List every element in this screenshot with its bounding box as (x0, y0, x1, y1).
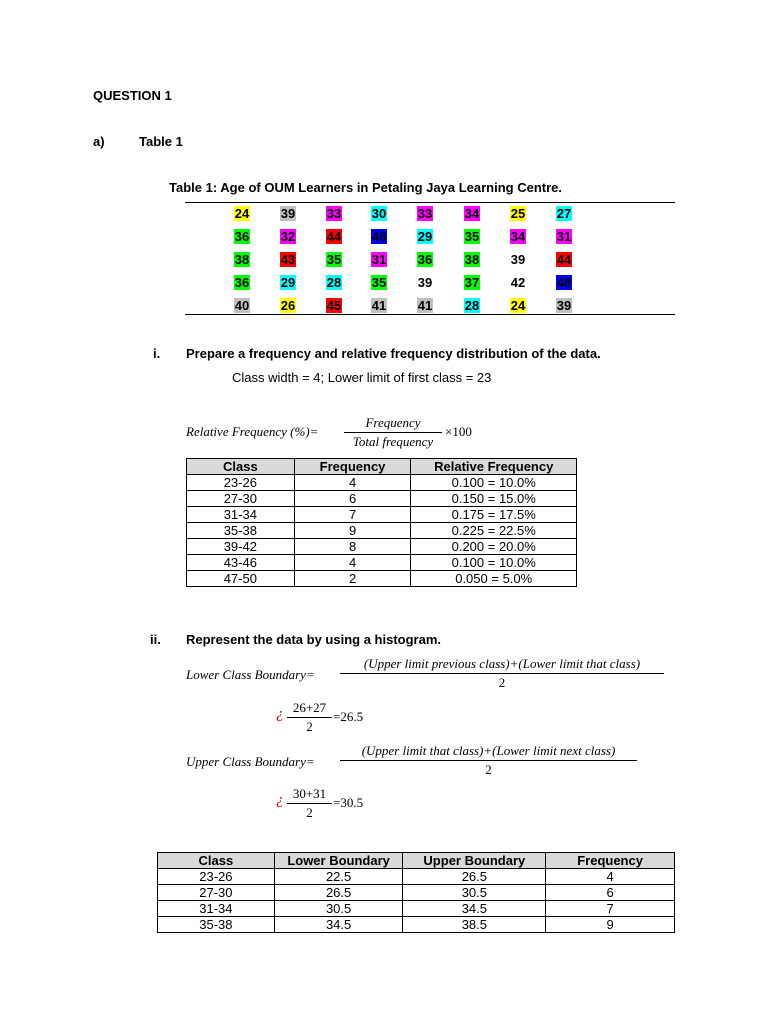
boundary-table-body (158, 869, 675, 933)
boundary-row (158, 885, 675, 901)
part-i-label: i. (153, 346, 161, 361)
age-value: 44 (556, 252, 572, 267)
table-cell: 26.5 (274, 885, 403, 901)
age-value: 45 (326, 298, 342, 313)
table-cell: 0.150 = 15.0% (411, 491, 577, 507)
table-cell: 31-34 (158, 901, 275, 917)
table-cell: 26.5 (403, 869, 546, 885)
age-value: 43 (280, 252, 296, 267)
part-ii-label: ii. (150, 632, 161, 647)
age-value: 28 (326, 275, 342, 290)
table-cell: 0.200 = 20.0% (411, 539, 577, 555)
age-row (185, 203, 675, 226)
age-cell (265, 298, 311, 313)
lower-calc-result: =26.5 (333, 709, 364, 724)
formula-numerator: Frequency (365, 415, 421, 430)
age-cell (449, 275, 495, 290)
age-cell (402, 252, 448, 267)
table-cell: 38.5 (403, 917, 546, 933)
table-cell: 4 (294, 475, 411, 491)
age-value: 48 (556, 275, 572, 290)
table-cell: 23-26 (187, 475, 295, 491)
age-value: 48 (371, 229, 387, 244)
age-cell (449, 252, 495, 267)
formula-multiplier: ×100 (445, 424, 472, 439)
age-value: 41 (371, 298, 387, 313)
age-value: 42 (510, 275, 526, 290)
table-cell: 4 (294, 555, 411, 571)
age-cell (311, 206, 357, 221)
red-placeholder-mark: ¿ (276, 706, 284, 722)
column-header: Class (187, 459, 295, 475)
age-value: 41 (417, 298, 433, 313)
age-cell (311, 298, 357, 313)
age-cell (541, 206, 587, 221)
age-cell (449, 206, 495, 221)
age-cell (402, 275, 448, 290)
age-cell (219, 252, 265, 267)
table-cell: 0.225 = 22.5% (411, 523, 577, 539)
table-cell: 30.5 (274, 901, 403, 917)
part-i-prompt: Prepare a frequency and relative frequency distribution of the data. (186, 346, 601, 361)
frequency-row (187, 475, 577, 491)
age-row (185, 226, 675, 249)
age-cell (541, 252, 587, 267)
age-cell (219, 298, 265, 313)
frequency-row (187, 491, 577, 507)
age-cell (449, 229, 495, 244)
age-value: 25 (510, 206, 526, 221)
part-ii-prompt: Represent the data by using a histogram. (186, 632, 441, 647)
table-cell: 4 (546, 869, 675, 885)
lower-formula-denominator: 2 (498, 675, 506, 690)
age-row (185, 249, 675, 272)
age-cell (219, 275, 265, 290)
age-value: 33 (417, 206, 433, 221)
age-value: 34 (464, 206, 480, 221)
table-cell: 8 (294, 539, 411, 555)
age-value: 24 (234, 206, 250, 221)
frequency-row (187, 539, 577, 555)
age-value: 38 (234, 252, 250, 267)
column-header: Upper Boundary (403, 853, 546, 869)
age-value: 35 (464, 229, 480, 244)
part-a-title: Table 1 (139, 134, 183, 149)
frequency-table-header (187, 459, 577, 475)
age-value: 29 (417, 229, 433, 244)
column-header: Lower Boundary (274, 853, 403, 869)
table-cell: 0.100 = 10.0% (411, 475, 577, 491)
age-cell (495, 229, 541, 244)
table-cell: 43-46 (187, 555, 295, 571)
age-value: 35 (371, 275, 387, 290)
age-row (185, 272, 675, 295)
lower-formula-lhs: Lower Class Boundary= (186, 667, 315, 682)
age-value: 34 (510, 229, 526, 244)
question-heading: QUESTION 1 (93, 88, 172, 103)
table-cell: 7 (294, 507, 411, 523)
age-cell (311, 229, 357, 244)
age-value: 26 (280, 298, 296, 313)
column-header: Frequency (546, 853, 675, 869)
boundary-table (157, 852, 675, 933)
lower-formula-fraction (340, 656, 664, 691)
age-cell (541, 229, 587, 244)
frequency-row (187, 523, 577, 539)
age-cell (265, 206, 311, 221)
age-cell (356, 298, 402, 313)
age-cell (495, 252, 541, 267)
boundary-row (158, 917, 675, 933)
age-value: 30 (371, 206, 387, 221)
age-cell (449, 298, 495, 313)
class-width-note: Class width = 4; Lower limit of first class = 23 (232, 370, 492, 385)
age-cell (402, 298, 448, 313)
age-value: 37 (464, 275, 480, 290)
frequency-row (187, 555, 577, 571)
age-value: 39 (417, 275, 433, 290)
red-placeholder-mark: ¿ (276, 792, 284, 808)
lower-formula-numerator: (Upper limit previous class)+(Lower limit that class) (363, 656, 641, 671)
age-cell (356, 229, 402, 244)
age-value: 38 (464, 252, 480, 267)
table-cell: 30.5 (403, 885, 546, 901)
lower-calc-fraction (287, 700, 332, 735)
table-cell: 47-50 (187, 571, 295, 587)
age-cell (356, 275, 402, 290)
boundary-row (158, 869, 675, 885)
table-cell: 35-38 (187, 523, 295, 539)
age-value: 31 (371, 252, 387, 267)
column-header: Frequency (294, 459, 411, 475)
column-header: Class (158, 853, 275, 869)
table-cell: 31-34 (187, 507, 295, 523)
table-cell: 6 (294, 491, 411, 507)
formula-denominator: Total frequency (352, 434, 434, 449)
lower-calc-numerator: 26+27 (292, 700, 327, 715)
age-value: 39 (510, 252, 526, 267)
table-cell: 0.175 = 17.5% (411, 507, 577, 523)
upper-calc-fraction (287, 786, 332, 821)
boundary-row (158, 901, 675, 917)
lower-calc-denominator: 2 (306, 719, 313, 734)
age-cell (311, 252, 357, 267)
boundary-table-header (158, 853, 675, 869)
age-value: 32 (280, 229, 296, 244)
age-value: 24 (510, 298, 526, 313)
age-cell (265, 275, 311, 290)
table-cell: 6 (546, 885, 675, 901)
table1-caption: Table 1: Age of OUM Learners in Petaling Jaya Learning Centre. (169, 180, 562, 195)
part-a-label: a) (93, 134, 105, 149)
table-cell: 0.050 = 5.0% (411, 571, 577, 587)
age-cell (541, 275, 587, 290)
age-value: 39 (280, 206, 296, 221)
age-value: 27 (556, 206, 572, 221)
age-cell (265, 229, 311, 244)
frequency-row (187, 571, 577, 587)
formula-lhs: Relative Frequency (%)= (186, 424, 319, 439)
age-value: 35 (326, 252, 342, 267)
column-header: Relative Frequency (411, 459, 577, 475)
frequency-table-body (187, 475, 577, 587)
age-cell (265, 252, 311, 267)
upper-formula-lhs: Upper Class Boundary= (186, 754, 315, 769)
upper-calc-denominator: 2 (306, 805, 313, 820)
age-value: 40 (234, 298, 250, 313)
formula-fraction (344, 415, 442, 450)
upper-calc-numerator: 30+31 (292, 786, 327, 801)
age-value: 39 (556, 298, 572, 313)
age-value: 31 (556, 229, 572, 244)
age-cell (495, 275, 541, 290)
age-cell (356, 252, 402, 267)
table-cell: 9 (294, 523, 411, 539)
table-cell: 9 (546, 917, 675, 933)
age-value: 36 (417, 252, 433, 267)
table-cell: 35-38 (158, 917, 275, 933)
frequency-row (187, 507, 577, 523)
age-cell (495, 298, 541, 313)
upper-calc-result: =30.5 (333, 795, 364, 810)
age-value: 28 (464, 298, 480, 313)
age-cell (356, 206, 402, 221)
age-cell (541, 298, 587, 313)
table-cell: 23-26 (158, 869, 275, 885)
upper-formula-fraction (340, 743, 637, 778)
age-cell (495, 206, 541, 221)
age-value: 36 (234, 229, 250, 244)
age-cell (311, 275, 357, 290)
frequency-table (186, 458, 577, 587)
age-table-bottom-rule (185, 314, 675, 315)
age-value: 33 (326, 206, 342, 221)
table-cell: 34.5 (274, 917, 403, 933)
table-cell: 22.5 (274, 869, 403, 885)
age-cell (402, 206, 448, 221)
age-value: 44 (326, 229, 342, 244)
age-value: 29 (280, 275, 296, 290)
age-cell (219, 206, 265, 221)
table-cell: 7 (546, 901, 675, 917)
age-cell (219, 229, 265, 244)
table-cell: 39-42 (187, 539, 295, 555)
table-cell: 2 (294, 571, 411, 587)
age-value: 36 (234, 275, 250, 290)
table-cell: 27-30 (187, 491, 295, 507)
table-cell: 0.100 = 10.0% (411, 555, 577, 571)
upper-formula-numerator: (Upper limit that class)+(Lower limit next class) (361, 743, 616, 758)
table-cell: 34.5 (403, 901, 546, 917)
table-cell: 27-30 (158, 885, 275, 901)
age-cell (402, 229, 448, 244)
upper-formula-denominator: 2 (485, 762, 492, 777)
